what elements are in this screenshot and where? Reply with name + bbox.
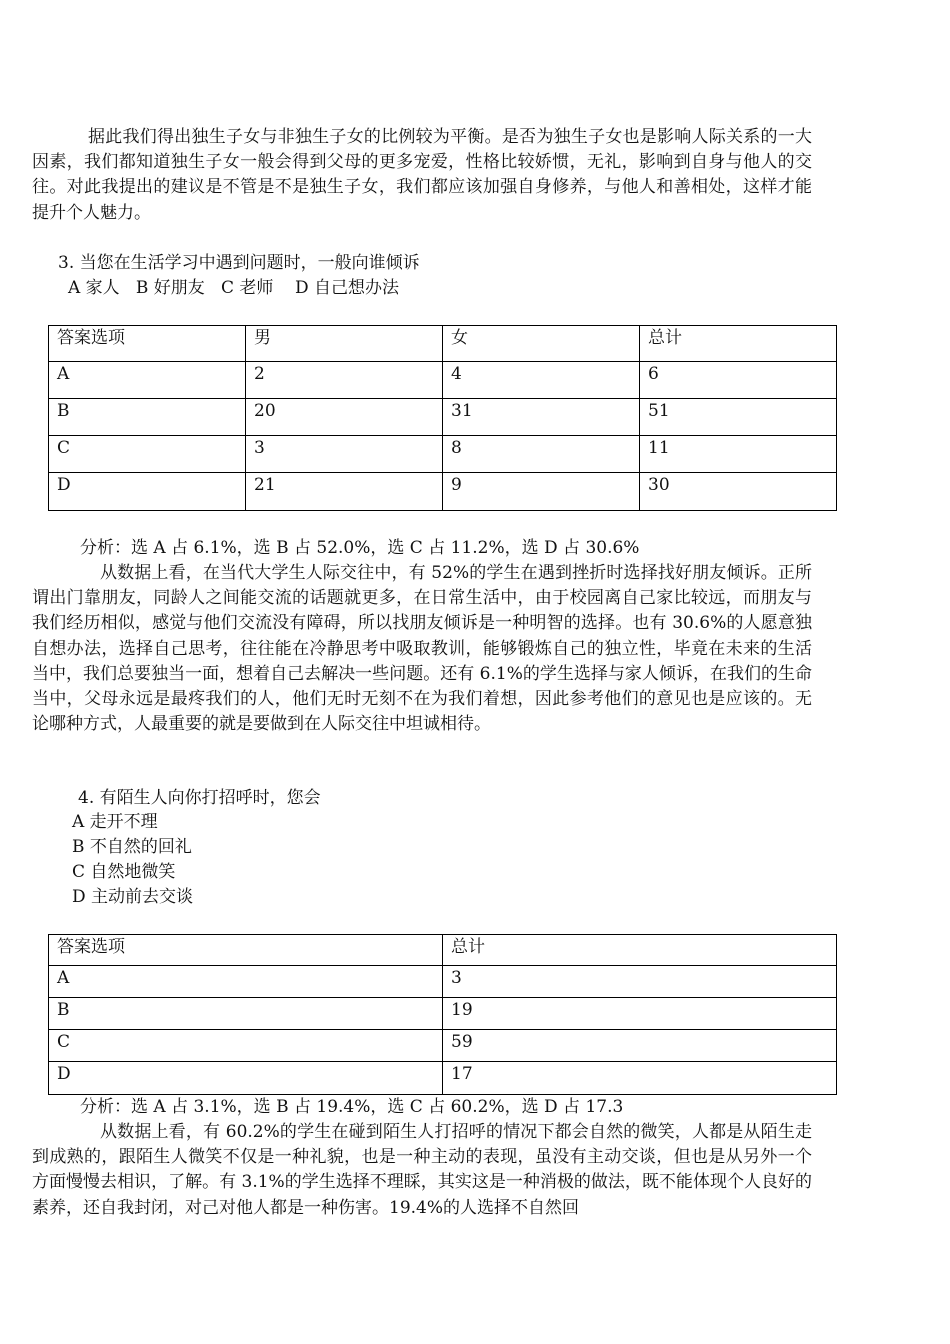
- table-cell: B: [49, 399, 246, 436]
- table-header-cell: 女: [443, 326, 640, 362]
- table-cell: 3: [443, 966, 837, 998]
- table-cell: C: [49, 436, 246, 473]
- table-cell: D: [49, 473, 246, 511]
- table-cell: D: [49, 1062, 443, 1095]
- table-cell: 3: [246, 436, 443, 473]
- table-cell: 2: [246, 362, 443, 399]
- table-cell: 31: [443, 399, 640, 436]
- table-cell: 6: [640, 362, 837, 399]
- table-cell: 4: [443, 362, 640, 399]
- q3-options: A 家人 B 好朋友 C 老师 D 自己想办法: [68, 278, 400, 298]
- table-cell: 11: [640, 436, 837, 473]
- q4-option-c: C 自然地微笑: [72, 862, 176, 882]
- table-cell: 21: [246, 473, 443, 511]
- table-header-cell: 答案选项: [49, 326, 246, 362]
- q4-analysis: 分析：选 A 占 3.1%，选 B 占 19.4%，选 C 占 60.2%，选 D 占 17.3: [80, 1097, 624, 1117]
- table-header-cell: 答案选项: [49, 935, 443, 966]
- table-header-cell: 男: [246, 326, 443, 362]
- table-header-cell: 总计: [443, 935, 837, 966]
- table-cell: 19: [443, 998, 837, 1030]
- table-row: [49, 436, 837, 473]
- table-header-cell: 总计: [640, 326, 837, 362]
- q4-discussion: 从数据上看，有 60.2%的学生在碰到陌生人打招呼的情况下都会自然的微笑，人都是从陌生走到成熟的，跟陌生人微笑不仅是一种礼貌，也是一种主动的表现，虽没有主动交谈，但也是从另外一个方面慢慢去相识，了解。有 3.1%的学生选择不理睬，其实这是一种消极的做法，既不能体现个人良好的素养，还自我封闭，对己对他人都是一种伤害。19.4%的人选择不自然回: [32, 1122, 812, 1218]
- table-row: [49, 966, 837, 998]
- table-header-row: [49, 326, 837, 362]
- table-cell: 51: [640, 399, 837, 436]
- table-row: [49, 1030, 837, 1062]
- table-row: [49, 399, 837, 436]
- table-cell: 8: [443, 436, 640, 473]
- intro-paragraph: 据此我们得出独生子女与非独生子女的比例较为平衡。是否为独生子女也是影响人际关系的一大因素，我们都知道独生子女一般会得到父母的更多宠爱，性格比较娇惯，无礼，影响到自身与他人的交往。对此我提出的建议是不管是不是独生子女，我们都应该加强自身修养，与他人和善相处，这样才能提升个人魅力。: [32, 127, 812, 223]
- q3-table: [48, 325, 837, 511]
- q4-option-b: B 不自然的回礼: [72, 837, 192, 857]
- q3-discussion: 从数据上看，在当代大学生人际交往中，有 52%的学生在遇到挫折时选择找好朋友倾诉。正所谓出门靠朋友，同龄人之间能交流的话题就更多，在日常生活中，由于校园离自己家比较远，而朋友与我们经历相似，感觉与他们交流没有障碍，所以找朋友倾诉是一种明智的选择。也有 30.6%的人愿意独自想办法，选择自己思考，往往能在冷静思考中吸取教训，能够锻炼自己的独立性，毕竟在未来的生活当中，我们总要独当一面，想着自己去解决一些问题。还有 6.1%的学生选择与家人倾诉，在我们的生命当中，父母永远是最疼我们的人，他们无时无刻不在为我们着想，因此参考他们的意见也是应该的。无论哪种方式，人最重要的就是要做到在人际交往中坦诚相待。: [32, 563, 812, 735]
- q4-option-a: A 走开不理: [72, 812, 158, 832]
- table-cell: B: [49, 998, 443, 1030]
- table-row: [49, 998, 837, 1030]
- table-row: [49, 1062, 837, 1095]
- q4-question: 4. 有陌生人向你打招呼时，您会: [78, 788, 321, 808]
- table-cell: 9: [443, 473, 640, 511]
- q4-option-d: D 主动前去交谈: [72, 887, 194, 907]
- q4-table: [48, 934, 837, 1095]
- table-cell: 30: [640, 473, 837, 511]
- table-cell: A: [49, 966, 443, 998]
- table-cell: C: [49, 1030, 443, 1062]
- table-row: [49, 362, 837, 399]
- table-cell: 59: [443, 1030, 837, 1062]
- q3-question: 3. 当您在生活学习中遇到问题时，一般向谁倾诉: [58, 253, 420, 273]
- q3-analysis: 分析：选 A 占 6.1%，选 B 占 52.0%，选 C 占 11.2%，选 D 占 30.6%: [80, 538, 640, 558]
- table-cell: 17: [443, 1062, 837, 1095]
- table-header-row: [49, 935, 837, 966]
- table-cell: A: [49, 362, 246, 399]
- table-row: [49, 473, 837, 511]
- table-cell: 20: [246, 399, 443, 436]
